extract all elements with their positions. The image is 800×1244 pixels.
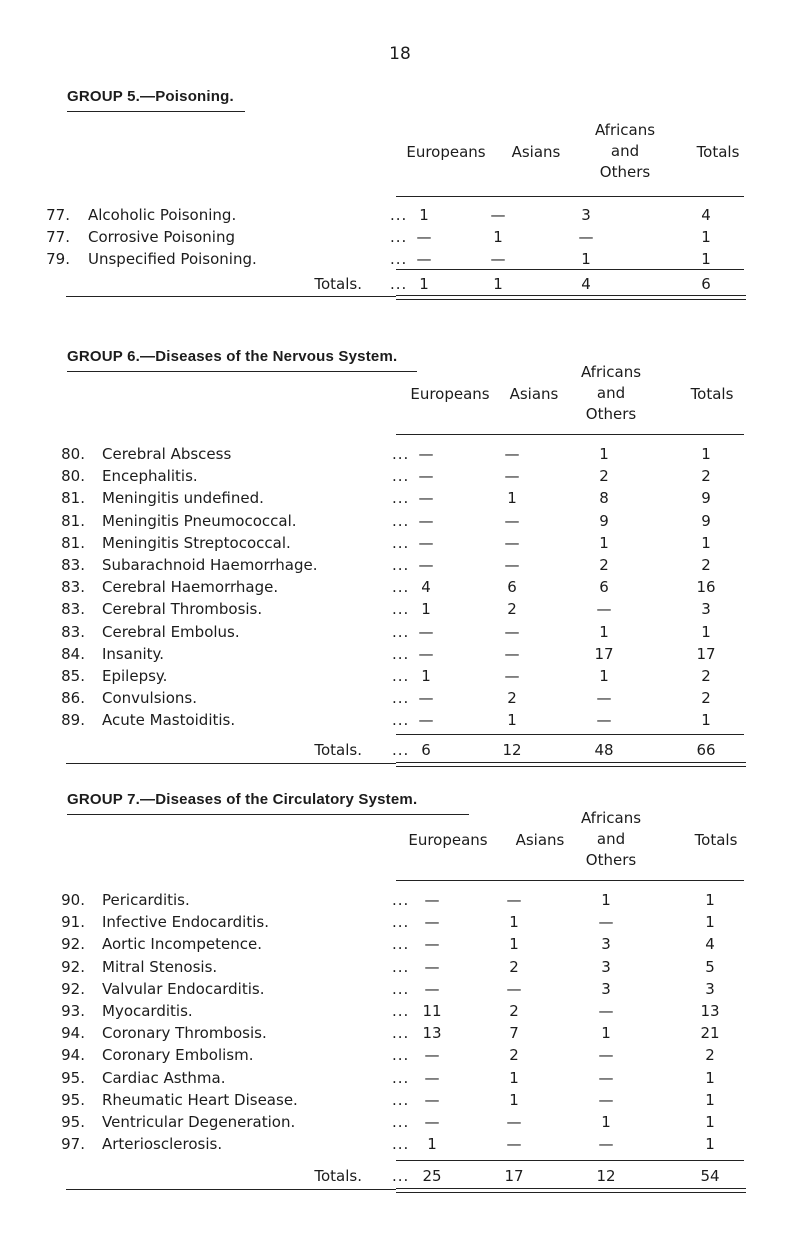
cell-totals: 1 <box>701 250 711 269</box>
total-asians: 12 <box>502 741 522 759</box>
totals-rule <box>396 1160 744 1161</box>
cell-europeans: — <box>424 1113 440 1131</box>
row-name: Meningitis Streptococcal. <box>102 533 291 552</box>
row-code: 85. <box>61 667 85 685</box>
cell-asians: 2 <box>507 689 517 708</box>
cell-asians: — <box>504 533 520 552</box>
cell-africans: — <box>598 1135 614 1154</box>
cell-africans: — <box>596 711 612 730</box>
column-header-line: Africans <box>594 121 656 139</box>
cell-totals: 21 <box>700 1024 720 1043</box>
table-row <box>0 1046 800 1068</box>
row-name: Insanity. <box>102 644 164 663</box>
row-code: 93. <box>61 1002 85 1020</box>
column-header-line: Europeans <box>406 143 486 161</box>
cell-africans: 3 <box>601 979 611 998</box>
column-header-line: Asians <box>511 143 561 161</box>
row-name: Acute Mastoiditis. <box>102 711 236 730</box>
total-totals: 54 <box>700 1167 720 1185</box>
title-underline <box>67 814 469 815</box>
column-header-line: and <box>596 830 626 848</box>
cell-asians: 7 <box>509 1024 519 1043</box>
cell-asians: 2 <box>509 1002 519 1020</box>
cell-africans: 1 <box>599 445 609 463</box>
row-code: 95. <box>61 1090 85 1109</box>
cell-africans: — <box>596 600 612 619</box>
cell-totals: 16 <box>696 578 716 597</box>
table-row <box>0 600 800 622</box>
table-row <box>0 1024 800 1046</box>
cell-europeans: — <box>418 489 434 508</box>
row-name: Aortic Incompetence. <box>102 935 262 954</box>
row-code: 95. <box>61 1113 85 1131</box>
totals-rule <box>396 734 744 735</box>
total-totals: 66 <box>696 741 716 759</box>
cell-asians: — <box>490 206 506 224</box>
leader-dots: ... <box>392 979 410 998</box>
cell-asians: — <box>504 445 520 463</box>
cell-totals: 3 <box>701 600 711 619</box>
cell-europeans: — <box>424 1090 440 1109</box>
row-name: Mitral Stenosis. <box>102 957 218 976</box>
row-code: 80. <box>61 467 85 486</box>
row-name: Arteriosclerosis. <box>102 1135 223 1154</box>
leader-dots: ... <box>392 957 410 976</box>
cell-europeans: — <box>418 711 434 730</box>
cell-europeans: 13 <box>422 1024 442 1043</box>
row-code: 83. <box>61 556 85 574</box>
leader-dots: ... <box>392 1024 410 1043</box>
column-header-line: and <box>596 384 626 402</box>
cell-asians: 2 <box>507 600 517 619</box>
total-europeans: 1 <box>419 275 429 293</box>
row-code: 83. <box>61 600 85 619</box>
full-bottom-rule <box>66 296 396 297</box>
table-row <box>0 489 800 511</box>
row-code: 86. <box>61 689 85 708</box>
table-row <box>0 958 800 980</box>
cell-totals: 1 <box>701 445 711 463</box>
row-name: Pericarditis. <box>102 891 190 909</box>
cell-asians: 2 <box>509 1046 519 1065</box>
cell-europeans: 11 <box>422 1002 442 1020</box>
cell-europeans: — <box>424 913 440 932</box>
leader-dots: ... <box>392 1068 410 1087</box>
table-row <box>0 623 800 645</box>
cell-asians: — <box>504 644 520 663</box>
totals-label: Totals. <box>314 275 362 293</box>
cell-africans: 1 <box>599 667 609 685</box>
row-name: Corrosive Poisoning <box>88 228 235 247</box>
row-name: Cardiac Asthma. <box>102 1068 226 1087</box>
row-name: Cerebral Embolus. <box>102 622 240 641</box>
cell-africans: 1 <box>581 250 591 269</box>
cell-totals: 4 <box>701 206 711 224</box>
group-title: GROUP 7.—Diseases of the Circulatory System. <box>67 791 418 808</box>
cell-asians: 1 <box>509 935 519 954</box>
cell-asians: 1 <box>509 1090 519 1109</box>
table-row <box>0 445 800 467</box>
leader-dots: ... <box>392 689 410 708</box>
cell-totals: 1 <box>701 228 711 247</box>
table-row <box>0 467 800 489</box>
cell-europeans: — <box>424 957 440 976</box>
totals-row <box>0 1167 800 1189</box>
table-row <box>0 1091 800 1113</box>
column-header-line: Africans <box>580 809 642 827</box>
cell-europeans: 1 <box>421 600 431 619</box>
cell-asians: — <box>504 511 520 530</box>
table-row <box>0 935 800 957</box>
row-code: 79. <box>46 250 70 269</box>
table-row <box>0 1113 800 1135</box>
cell-africans: 17 <box>594 644 614 663</box>
cell-europeans: — <box>424 1068 440 1087</box>
row-code: 83. <box>61 622 85 641</box>
double-rule <box>396 762 746 767</box>
cell-asians: — <box>506 979 522 998</box>
leader-dots: ... <box>392 467 410 486</box>
double-rule <box>396 295 746 300</box>
row-name: Cerebral Haemorrhage. <box>102 578 279 597</box>
leader-dots: ... <box>392 578 410 597</box>
table-row <box>0 1069 800 1091</box>
column-header-line: Europeans <box>408 831 488 849</box>
cell-totals: 4 <box>705 935 715 954</box>
table-row <box>0 711 800 733</box>
cell-asians: — <box>506 891 522 909</box>
column-header-line: Asians <box>515 831 565 849</box>
row-name: Convulsions. <box>102 689 197 708</box>
cell-totals: 13 <box>700 1002 720 1020</box>
column-header-line: and <box>610 142 640 160</box>
cell-totals: 2 <box>701 689 711 708</box>
leader-dots: ... <box>392 891 410 909</box>
cell-africans: 8 <box>599 489 609 508</box>
cell-europeans: — <box>418 467 434 486</box>
cell-totals: 1 <box>701 533 711 552</box>
cell-europeans: — <box>424 1046 440 1065</box>
row-name: Meningitis Pneumococcal. <box>102 511 297 530</box>
leader-dots: ... <box>392 935 410 954</box>
group-title: GROUP 6.—Diseases of the Nervous System. <box>67 348 398 365</box>
leader-dots: ... <box>390 228 408 247</box>
cell-europeans: — <box>416 228 432 247</box>
cell-asians: 6 <box>507 578 517 597</box>
cell-africans: — <box>598 1090 614 1109</box>
table-row <box>0 689 800 711</box>
totals-row <box>0 741 800 763</box>
row-name: Cerebral Thrombosis. <box>102 600 263 619</box>
table-row <box>0 667 800 689</box>
cell-asians: — <box>504 667 520 685</box>
column-header-line: Others <box>599 163 651 181</box>
row-code: 92. <box>61 935 85 954</box>
cell-totals: 2 <box>701 667 711 685</box>
column-header-line: Europeans <box>410 385 490 403</box>
table-row <box>0 913 800 935</box>
cell-africans: 1 <box>599 622 609 641</box>
cell-africans: 6 <box>599 578 609 597</box>
row-code: 89. <box>61 711 85 730</box>
cell-asians: 1 <box>493 228 503 247</box>
leader-dots: ... <box>392 1135 410 1154</box>
title-underline <box>67 111 245 112</box>
total-asians: 1 <box>493 275 503 293</box>
cell-africans: 9 <box>599 511 609 530</box>
cell-europeans: — <box>424 891 440 909</box>
table-row <box>0 578 800 600</box>
leader-dots: ... <box>392 1046 410 1065</box>
cell-totals: 9 <box>701 489 711 508</box>
row-code: 92. <box>61 979 85 998</box>
row-code: 94. <box>61 1024 85 1043</box>
cell-totals: 1 <box>705 1135 715 1154</box>
cell-totals: 1 <box>701 622 711 641</box>
cell-asians: — <box>506 1113 522 1131</box>
table-row <box>0 891 800 913</box>
title-underline <box>67 371 417 372</box>
cell-africans: 2 <box>599 556 609 574</box>
table-row <box>0 512 800 534</box>
row-name: Encephalitis. <box>102 467 198 486</box>
full-bottom-rule <box>66 763 396 764</box>
cell-africans: 3 <box>601 957 611 976</box>
double-rule <box>396 1188 746 1193</box>
cell-asians: — <box>506 1135 522 1154</box>
cell-africans: 2 <box>599 467 609 486</box>
cell-totals: 1 <box>701 711 711 730</box>
totals-rule <box>396 269 744 270</box>
cell-africans: 1 <box>599 533 609 552</box>
full-bottom-rule <box>66 1189 396 1190</box>
leader-dots: ... <box>392 913 410 932</box>
cell-africans: 1 <box>601 1113 611 1131</box>
totals-row <box>0 275 800 297</box>
cell-europeans: — <box>424 935 440 954</box>
cell-europeans: — <box>418 622 434 641</box>
cell-totals: 3 <box>705 979 715 998</box>
cell-africans: 3 <box>581 206 591 224</box>
cell-asians: — <box>504 556 520 574</box>
cell-totals: 17 <box>696 644 716 663</box>
cell-europeans: 4 <box>421 578 431 597</box>
cell-europeans: — <box>418 644 434 663</box>
total-europeans: 25 <box>422 1167 442 1185</box>
row-code: 84. <box>61 644 85 663</box>
cell-asians: 1 <box>509 913 519 932</box>
row-name: Coronary Embolism. <box>102 1046 254 1065</box>
cell-asians: — <box>504 622 520 641</box>
table-row <box>0 980 800 1002</box>
cell-totals: 1 <box>705 891 715 909</box>
cell-asians: — <box>490 250 506 269</box>
leader-dots: ... <box>392 1167 410 1185</box>
column-header-line: Others <box>585 405 637 423</box>
leader-dots: ... <box>392 489 410 508</box>
header-rule <box>396 196 744 197</box>
cell-africans: 1 <box>601 1024 611 1043</box>
cell-europeans: — <box>424 979 440 998</box>
row-code: 92. <box>61 957 85 976</box>
leader-dots: ... <box>392 511 410 530</box>
leader-dots: ... <box>392 445 410 463</box>
cell-africans: — <box>578 228 594 247</box>
totals-label: Totals. <box>314 741 362 759</box>
table-row <box>0 534 800 556</box>
row-name: Ventricular Degeneration. <box>102 1113 296 1131</box>
leader-dots: ... <box>392 1113 410 1131</box>
leader-dots: ... <box>392 1090 410 1109</box>
cell-totals: 1 <box>705 1090 715 1109</box>
table-row <box>0 1002 800 1024</box>
cell-europeans: — <box>418 533 434 552</box>
cell-asians: 1 <box>507 711 517 730</box>
column-header-line: Totals <box>694 831 738 849</box>
leader-dots: ... <box>392 622 410 641</box>
leader-dots: ... <box>392 600 410 619</box>
total-asians: 17 <box>504 1167 524 1185</box>
cell-africans: 1 <box>601 891 611 909</box>
cell-africans: — <box>598 1068 614 1087</box>
table-row <box>0 645 800 667</box>
column-header-totals <box>648 142 788 163</box>
column-header-line: Asians <box>509 385 559 403</box>
leader-dots: ... <box>392 556 410 574</box>
cell-asians: — <box>504 467 520 486</box>
cell-totals: 2 <box>701 556 711 574</box>
leader-dots: ... <box>392 1002 410 1020</box>
leader-dots: ... <box>390 206 408 224</box>
row-code: 95. <box>61 1068 85 1087</box>
total-africans: 12 <box>596 1167 616 1185</box>
cell-africans: — <box>596 689 612 708</box>
cell-europeans: — <box>418 511 434 530</box>
total-africans: 48 <box>594 741 614 759</box>
cell-asians: 1 <box>507 489 517 508</box>
table-row <box>0 228 800 250</box>
cell-asians: 2 <box>509 957 519 976</box>
column-header-totals <box>646 830 786 851</box>
cell-totals: 2 <box>701 467 711 486</box>
header-rule <box>396 434 744 435</box>
cell-africans: 3 <box>601 935 611 954</box>
row-code: 83. <box>61 578 85 597</box>
cell-totals: 9 <box>701 511 711 530</box>
cell-asians: 1 <box>509 1068 519 1087</box>
total-africans: 4 <box>581 275 591 293</box>
table-row <box>0 1135 800 1157</box>
cell-africans: — <box>598 1002 614 1020</box>
column-header-line: Totals <box>696 143 740 161</box>
cell-totals: 1 <box>705 913 715 932</box>
total-europeans: 6 <box>421 741 431 759</box>
row-name: Alcoholic Poisoning. <box>88 206 237 224</box>
cell-africans: — <box>598 1046 614 1065</box>
row-name: Meningitis undefined. <box>102 489 264 508</box>
row-name: Cerebral Abscess <box>102 445 232 463</box>
row-code: 97. <box>61 1135 85 1154</box>
cell-totals: 2 <box>705 1046 715 1065</box>
cell-europeans: — <box>416 250 432 269</box>
row-name: Infective Endocarditis. <box>102 913 269 932</box>
leader-dots: ... <box>392 741 410 759</box>
cell-europeans: 1 <box>427 1135 437 1154</box>
total-totals: 6 <box>701 275 711 293</box>
column-header-line: Africans <box>580 363 642 381</box>
row-code: 77. <box>46 206 70 224</box>
row-code: 77. <box>46 228 70 247</box>
leader-dots: ... <box>392 667 410 685</box>
row-code: 90. <box>61 891 85 909</box>
row-code: 81. <box>61 511 85 530</box>
cell-europeans: 1 <box>419 206 429 224</box>
column-header-line: Totals <box>690 385 734 403</box>
row-code: 81. <box>61 533 85 552</box>
cell-europeans: 1 <box>421 667 431 685</box>
leader-dots: ... <box>390 250 408 269</box>
cell-europeans: — <box>418 556 434 574</box>
row-name: Myocarditis. <box>102 1002 193 1020</box>
leader-dots: ... <box>390 275 408 293</box>
cell-europeans: — <box>418 689 434 708</box>
row-name: Subarachnoid Haemorrhage. <box>102 556 318 574</box>
row-name: Coronary Thrombosis. <box>102 1024 267 1043</box>
row-name: Valvular Endocarditis. <box>102 979 265 998</box>
totals-label: Totals. <box>314 1167 362 1185</box>
cell-totals: 1 <box>705 1113 715 1131</box>
page-number: 18 <box>389 44 411 64</box>
column-header-line: Others <box>585 851 637 869</box>
row-name: Rheumatic Heart Disease. <box>102 1090 298 1109</box>
group-title: GROUP 5.—Poisoning. <box>67 88 234 105</box>
row-code: 80. <box>61 445 85 463</box>
cell-europeans: — <box>418 445 434 463</box>
table-row <box>0 206 800 228</box>
table-row <box>0 556 800 578</box>
cell-africans: — <box>598 913 614 932</box>
row-name: Unspecified Poisoning. <box>88 250 257 269</box>
cell-totals: 5 <box>705 957 715 976</box>
leader-dots: ... <box>392 533 410 552</box>
leader-dots: ... <box>392 644 410 663</box>
leader-dots: ... <box>392 711 410 730</box>
row-name: Epilepsy. <box>102 667 168 685</box>
cell-totals: 1 <box>705 1068 715 1087</box>
row-code: 81. <box>61 489 85 508</box>
column-header-totals <box>642 384 782 405</box>
row-code: 91. <box>61 913 85 932</box>
row-code: 94. <box>61 1046 85 1065</box>
header-rule <box>396 880 744 881</box>
